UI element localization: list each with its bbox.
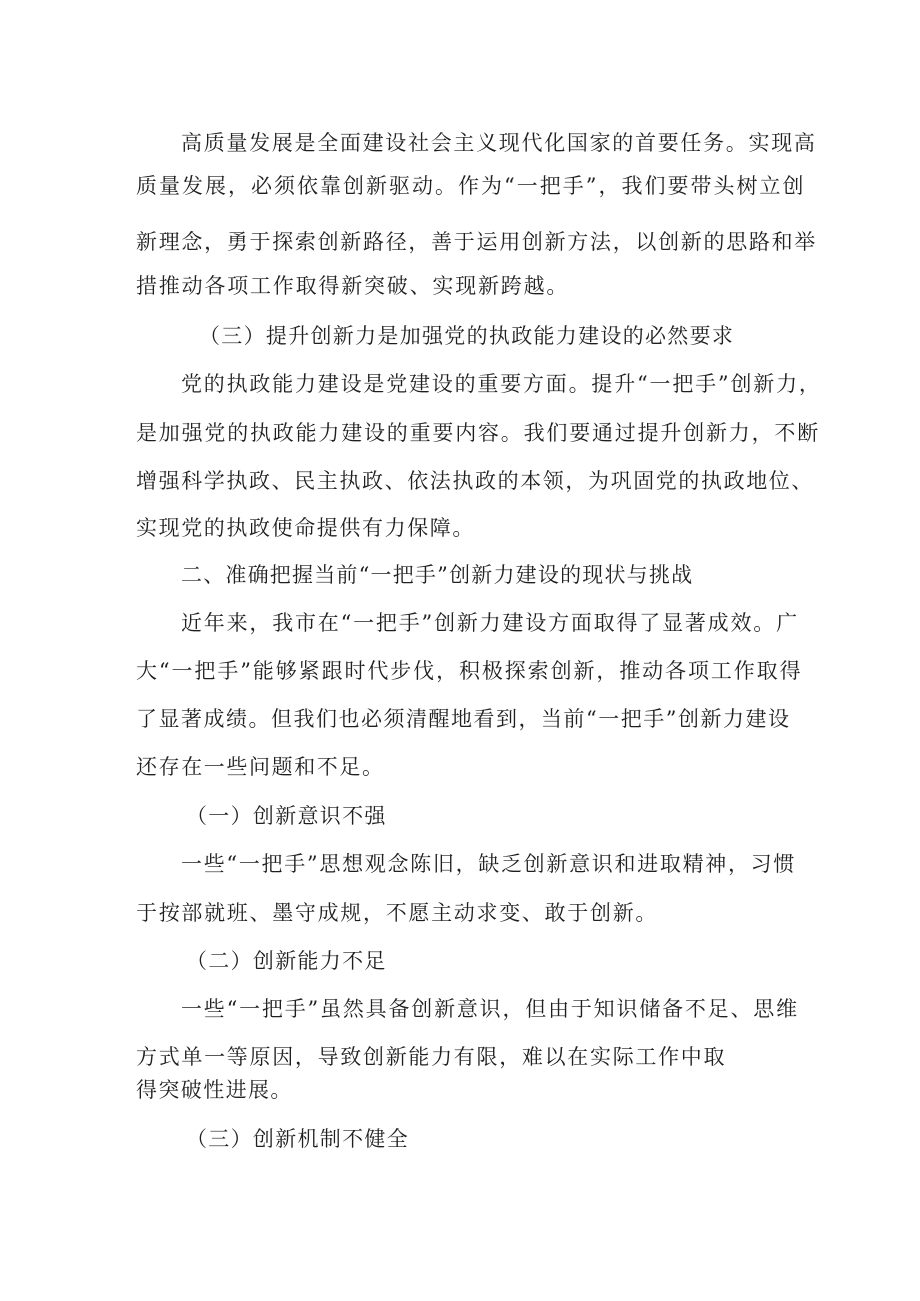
paragraph-line: 实现党的执政使命提供有力保障。 bbox=[136, 516, 475, 540]
section-heading: （三）创新机制不健全 bbox=[186, 1127, 409, 1151]
paragraph-line: 党的执政能力建设是党建设的重要方面。提升“一把手”创新力， bbox=[181, 372, 822, 396]
paragraph-line: 增强科学执政、民主执政、依法执政的本领，为巩固党的执政地位、 bbox=[136, 469, 814, 493]
paragraph-line: 一些“一把手”思想观念陈旧，缺乏创新意识和进取精神，习惯 bbox=[181, 852, 797, 876]
paragraph-line: 质量发展，必须依靠创新驱动。作为“一把手”，我们要带头树立创 bbox=[136, 174, 806, 198]
paragraph-line: 新理念，勇于探索创新路径，善于运用创新方法，以创新的思路和举 bbox=[136, 230, 817, 254]
section-heading: （三）提升创新力是加强党的执政能力建设的必然要求 bbox=[199, 324, 735, 348]
paragraph-line: 于按部就班、墨守成规，不愿主动求变、敢于创新。 bbox=[136, 901, 659, 925]
chapter-heading: 二、准确把握当前“一把手”创新力建设的现状与挑战 bbox=[181, 563, 694, 587]
section-heading: （二）创新能力不足 bbox=[186, 949, 387, 973]
paragraph-line: 得突破性进展。 bbox=[136, 1078, 293, 1102]
section-heading: （一）创新意识不强 bbox=[186, 804, 387, 828]
paragraph-line: 是加强党的执政能力建设的重要内容。我们要通过提升创新力，不断 bbox=[136, 421, 820, 445]
paragraph-line: 还存在一些问题和不足。 bbox=[136, 755, 385, 779]
paragraph-line: 了显著成绩。但我们也必须清醒地看到，当前“一把手”创新力建设 bbox=[136, 707, 791, 731]
paragraph-line: 措推动各项工作取得新突破、实现新跨越。 bbox=[136, 274, 570, 298]
paragraph-line: 一些“一把手”虽然具备创新意识，但由于知识储备不足、思维 bbox=[181, 997, 799, 1021]
paragraph-line: 方式单一等原因，导致创新能力有限，难以在实际工作中取 bbox=[136, 1045, 727, 1069]
paragraph-line: 大“一把手”能够紧跟时代步伐，积极探索创新，推动各项工作取得 bbox=[136, 659, 803, 683]
paragraph-line: 近年来，我市在“一把手”创新力建设方面取得了显著成效。广 bbox=[181, 611, 799, 635]
paragraph-line: 高质量发展是全面建设社会主义现代化国家的首要任务。实现高 bbox=[181, 131, 817, 155]
